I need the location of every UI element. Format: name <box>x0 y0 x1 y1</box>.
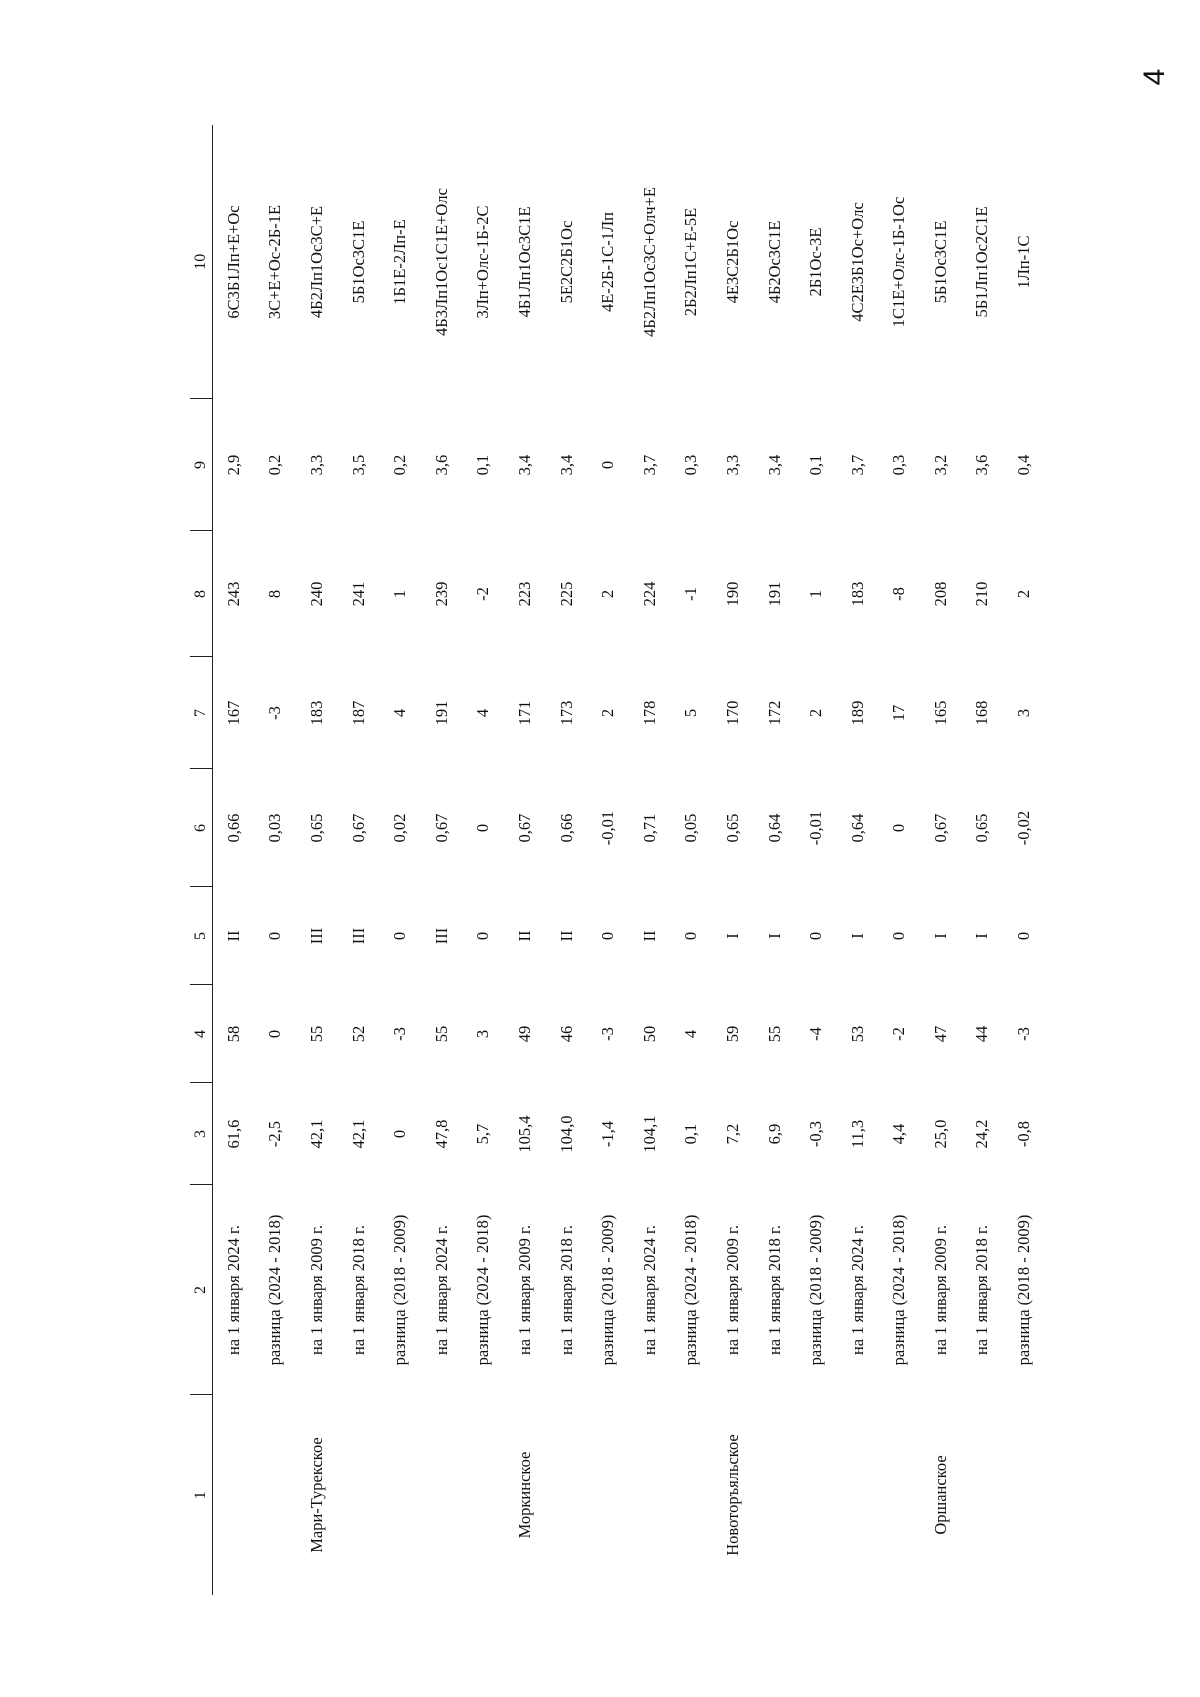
value-cell: 0 <box>265 1029 285 1039</box>
value-cell: II <box>223 930 243 942</box>
value-cell: 0 <box>681 931 701 941</box>
value-cell: 46 <box>556 1025 576 1043</box>
value-cell: 44 <box>972 1025 992 1043</box>
value-cell: 3,3 <box>722 454 742 476</box>
value-cell: 0,02 <box>390 813 410 843</box>
value-cell: 52 <box>348 1025 368 1043</box>
table-row <box>879 125 921 1595</box>
value-cell: 0 <box>889 931 909 941</box>
value-cell: 0 <box>1014 931 1034 941</box>
value-cell: 42,1 <box>348 1119 368 1149</box>
value-cell: 4Б1Лп1Ос3С1Е <box>514 206 534 318</box>
table-row <box>587 125 629 1595</box>
value-cell: II <box>556 930 576 942</box>
value-cell: 25,0 <box>930 1119 950 1149</box>
value-cell: 0,2 <box>390 454 410 476</box>
column-header-1: 1 <box>190 1395 213 1595</box>
district-cell: Мари-Турекское <box>306 1437 326 1553</box>
value-cell: 8 <box>265 589 285 599</box>
value-cell: 208 <box>930 581 950 607</box>
value-cell: -0,01 <box>806 810 826 846</box>
value-cell: 0,2 <box>265 454 285 476</box>
value-cell: 0 <box>473 931 493 941</box>
value-cell: 0 <box>473 823 493 833</box>
value-cell: 55 <box>306 1025 326 1043</box>
table-row <box>671 125 713 1595</box>
period-cell: на 1 января 2024 г. <box>639 1224 659 1356</box>
column-number-header-row <box>190 125 213 1595</box>
value-cell: 104,1 <box>639 1115 659 1153</box>
value-cell: 0,65 <box>306 813 326 843</box>
column-header-8: 8 <box>190 531 213 657</box>
district-cell <box>879 1395 921 1595</box>
period-cell: на 1 января 2024 г. <box>223 1224 243 1356</box>
value-cell: -3 <box>598 1027 618 1041</box>
period-cell: разница (2018 - 2009) <box>806 1214 826 1366</box>
table-row <box>754 125 796 1595</box>
value-cell: 58 <box>223 1025 243 1043</box>
value-cell: 2Б1Ос-3Е <box>806 227 826 297</box>
value-cell: 4 <box>473 708 493 718</box>
column-header-6: 6 <box>190 769 213 887</box>
value-cell: 4,4 <box>889 1123 909 1145</box>
value-cell: 7,2 <box>722 1123 742 1145</box>
district-cell <box>255 1395 297 1595</box>
value-cell: 53 <box>847 1025 867 1043</box>
value-cell: 170 <box>722 700 742 726</box>
value-cell: -1 <box>681 587 701 601</box>
table-row <box>379 125 421 1595</box>
value-cell: 3,5 <box>348 454 368 476</box>
page-number: 4 <box>1138 68 1171 86</box>
district-cell <box>379 1395 421 1595</box>
value-cell: 42,1 <box>306 1119 326 1149</box>
period-cell: разница (2024 - 2018) <box>265 1214 285 1366</box>
period-cell: разница (2024 - 2018) <box>889 1214 909 1366</box>
value-cell: 3,4 <box>556 454 576 476</box>
value-cell: 171 <box>514 700 534 726</box>
value-cell: 11,3 <box>847 1119 867 1149</box>
district-cell <box>629 1395 671 1595</box>
value-cell: 3 <box>473 1029 493 1039</box>
value-cell: 0,71 <box>639 813 659 843</box>
value-cell: 189 <box>847 700 867 726</box>
value-cell: -4 <box>806 1027 826 1041</box>
table-row <box>546 125 588 1595</box>
value-cell: 0 <box>265 931 285 941</box>
value-cell: 0,1 <box>806 454 826 476</box>
table-row <box>421 125 463 1595</box>
value-cell: 191 <box>764 581 784 607</box>
value-cell: 6,9 <box>764 1123 784 1145</box>
table-row <box>920 125 962 1595</box>
period-cell: на 1 января 2024 г. <box>431 1224 451 1356</box>
data-table <box>190 125 1045 1595</box>
district-cell <box>1003 1395 1045 1595</box>
value-cell: 0,64 <box>764 813 784 843</box>
period-cell: на 1 января 2018 г. <box>764 1224 784 1356</box>
table-row <box>338 125 380 1595</box>
value-cell: 3С+Е+Ос-2Б-1Е <box>265 204 285 320</box>
column-header-7: 7 <box>190 657 213 769</box>
column-header-10: 10 <box>190 125 213 399</box>
value-cell: 4 <box>390 708 410 718</box>
column-header-3: 3 <box>190 1083 213 1185</box>
value-cell: 0,66 <box>556 813 576 843</box>
district-cell: Новоторъяльское <box>722 1434 742 1556</box>
district-cell <box>795 1395 837 1595</box>
value-cell: 240 <box>306 581 326 607</box>
value-cell: 3,6 <box>431 454 451 476</box>
value-cell: 0,66 <box>223 813 243 843</box>
district-cell <box>754 1395 796 1595</box>
period-cell: на 1 января 2009 г. <box>306 1224 326 1356</box>
value-cell: 165 <box>930 700 950 726</box>
value-cell: -8 <box>889 587 909 601</box>
value-cell: 0,67 <box>431 813 451 843</box>
table-row <box>1003 125 1045 1595</box>
value-cell: 4Б2Ос3С1Е <box>764 220 784 304</box>
value-cell: III <box>306 927 326 945</box>
column-header-2: 2 <box>190 1185 213 1395</box>
column-header-4: 4 <box>190 985 213 1083</box>
district-cell <box>338 1395 380 1595</box>
value-cell: 0,3 <box>681 454 701 476</box>
value-cell: 59 <box>722 1025 742 1043</box>
value-cell: -2 <box>473 587 493 601</box>
value-cell: 0,03 <box>265 813 285 843</box>
value-cell: 4 <box>681 1029 701 1039</box>
value-cell: 17 <box>889 704 909 722</box>
value-cell: 167 <box>223 700 243 726</box>
value-cell: 178 <box>639 700 659 726</box>
value-cell: 0 <box>889 823 909 833</box>
value-cell: I <box>930 933 950 939</box>
period-cell: на 1 января 2018 г. <box>556 1224 576 1356</box>
value-cell: 187 <box>348 700 368 726</box>
value-cell: 2 <box>598 708 618 718</box>
value-cell: 2Б2Лп1С+Е-5Е <box>681 207 701 317</box>
value-cell: 225 <box>556 581 576 607</box>
table-row <box>463 125 505 1595</box>
value-cell: II <box>639 930 659 942</box>
value-cell: 49 <box>514 1025 534 1043</box>
value-cell: 241 <box>348 581 368 607</box>
table-row <box>712 125 754 1595</box>
value-cell: 0,1 <box>681 1123 701 1145</box>
value-cell: 47,8 <box>431 1119 451 1149</box>
value-cell: 5 <box>681 708 701 718</box>
value-cell: 3,7 <box>639 454 659 476</box>
period-cell: на 1 января 2009 г. <box>930 1224 950 1356</box>
value-cell: 61,6 <box>223 1119 243 1149</box>
value-cell: III <box>348 927 368 945</box>
value-cell: 55 <box>764 1025 784 1043</box>
value-cell: -2 <box>889 1027 909 1041</box>
value-cell: -0,01 <box>598 810 618 846</box>
value-cell: 105,4 <box>514 1115 534 1153</box>
value-cell: 2 <box>1014 589 1034 599</box>
value-cell: 0 <box>806 931 826 941</box>
value-cell: I <box>764 933 784 939</box>
value-cell: 1С1Е+Олс-1Б-1Ос <box>889 196 909 328</box>
value-cell: -0,8 <box>1014 1120 1034 1148</box>
value-cell: 0,65 <box>972 813 992 843</box>
value-cell: 3,2 <box>930 454 950 476</box>
value-cell: 1Лп-1С <box>1014 235 1034 289</box>
value-cell: 24,2 <box>972 1119 992 1149</box>
value-cell: 210 <box>972 581 992 607</box>
period-cell: на 1 января 2018 г. <box>972 1224 992 1356</box>
value-cell: 0,64 <box>847 813 867 843</box>
value-cell: 0,67 <box>930 813 950 843</box>
value-cell: 3,3 <box>306 454 326 476</box>
column-header-5: 5 <box>190 887 213 985</box>
table-row <box>504 125 546 1595</box>
value-cell: 5Е2С2Б1Ос <box>556 220 576 304</box>
value-cell: -3 <box>390 1027 410 1041</box>
value-cell: 4С2Е3Б1Ос+Олс <box>847 202 867 322</box>
value-cell: -1,4 <box>598 1120 618 1148</box>
value-cell: 6С3Б1Лп+Е+Ос <box>223 205 243 319</box>
table-row <box>213 125 255 1595</box>
value-cell: 172 <box>764 700 784 726</box>
period-cell: на 1 января 2018 г. <box>348 1224 368 1356</box>
value-cell: I <box>972 933 992 939</box>
value-cell: -3 <box>265 706 285 720</box>
value-cell: II <box>514 930 534 942</box>
district-cell <box>962 1395 1004 1595</box>
value-cell: 1 <box>806 589 826 599</box>
value-cell: 4Б2Лп1Ос3С+Олч+Е <box>639 187 659 337</box>
value-cell: 243 <box>223 581 243 607</box>
value-cell: 1Б1Е-2Лп-Е <box>390 219 410 305</box>
value-cell: 0 <box>598 931 618 941</box>
value-cell: 4Б2Лп1Ос3С+Е <box>306 205 326 319</box>
value-cell: 0 <box>390 931 410 941</box>
table-row <box>629 125 671 1595</box>
value-cell: 0,3 <box>889 454 909 476</box>
value-cell: 4Б3Лп1Ос1С1Е+Олс <box>431 188 451 336</box>
value-cell: 183 <box>306 700 326 726</box>
value-cell: 5,7 <box>473 1123 493 1145</box>
district-cell: Оршанское <box>930 1455 950 1535</box>
value-cell: 0,1 <box>473 454 493 476</box>
period-cell: на 1 января 2009 г. <box>514 1224 534 1356</box>
value-cell: 4Е3С2Б1Ос <box>722 220 742 304</box>
value-cell: 2,9 <box>223 454 243 476</box>
period-cell: на 1 января 2009 г. <box>722 1224 742 1356</box>
value-cell: III <box>431 927 451 945</box>
table-row <box>962 125 1004 1595</box>
value-cell: 2 <box>598 589 618 599</box>
table-row <box>255 125 297 1595</box>
value-cell: 191 <box>431 700 451 726</box>
table-row <box>837 125 879 1595</box>
value-cell: 4Е-2Б-1С-1Лп <box>598 211 618 313</box>
value-cell: 5Б1Лп1Ос2С1Е <box>972 206 992 318</box>
value-cell: -0,02 <box>1014 810 1034 846</box>
value-cell: 3,4 <box>514 454 534 476</box>
value-cell: 0,05 <box>681 813 701 843</box>
value-cell: 223 <box>514 581 534 607</box>
value-cell: I <box>847 933 867 939</box>
value-cell: 0,65 <box>722 813 742 843</box>
value-cell: I <box>722 933 742 939</box>
table-row <box>795 125 837 1595</box>
value-cell: 55 <box>431 1025 451 1043</box>
value-cell: 224 <box>639 581 659 607</box>
value-cell: 183 <box>847 581 867 607</box>
district-cell: Моркинское <box>514 1451 534 1539</box>
value-cell: 5Б1Ос3С1Е <box>348 220 368 304</box>
period-cell: разница (2024 - 2018) <box>473 1214 493 1366</box>
value-cell: -2,5 <box>265 1120 285 1148</box>
value-cell: 0 <box>598 460 618 470</box>
district-cell <box>671 1395 713 1595</box>
value-cell: 3Лп+Олс-1Б-2С <box>473 205 493 319</box>
district-cell <box>587 1395 629 1595</box>
value-cell: 0,67 <box>348 813 368 843</box>
district-cell <box>546 1395 588 1595</box>
value-cell: 0,4 <box>1014 454 1034 476</box>
value-cell: -0,3 <box>806 1120 826 1148</box>
value-cell: 1 <box>390 589 410 599</box>
district-cell <box>837 1395 879 1595</box>
value-cell: 104,0 <box>556 1115 576 1153</box>
period-cell: разница (2018 - 2009) <box>1014 1214 1034 1366</box>
rotated-table-area <box>190 125 1200 1595</box>
period-cell: разница (2018 - 2009) <box>390 1214 410 1366</box>
value-cell: 3 <box>1014 708 1034 718</box>
value-cell: 168 <box>972 700 992 726</box>
value-cell: 5Б1Ос3С1Е <box>930 220 950 304</box>
period-cell: на 1 января 2024 г. <box>847 1224 867 1356</box>
district-cell <box>213 1395 255 1595</box>
period-cell: разница (2018 - 2009) <box>598 1214 618 1366</box>
value-cell: 2 <box>806 708 826 718</box>
value-cell: 0,67 <box>514 813 534 843</box>
district-cell <box>463 1395 505 1595</box>
value-cell: 50 <box>639 1025 659 1043</box>
period-cell: разница (2024 - 2018) <box>681 1214 701 1366</box>
value-cell: 173 <box>556 700 576 726</box>
value-cell: 239 <box>431 581 451 607</box>
value-cell: 190 <box>722 581 742 607</box>
value-cell: 3,7 <box>847 454 867 476</box>
value-cell: -3 <box>1014 1027 1034 1041</box>
column-header-9: 9 <box>190 399 213 531</box>
value-cell: 3,4 <box>764 454 784 476</box>
table-row <box>296 125 338 1595</box>
value-cell: 47 <box>930 1025 950 1043</box>
district-cell <box>421 1395 463 1595</box>
value-cell: 3,6 <box>972 454 992 476</box>
value-cell: 0 <box>390 1129 410 1139</box>
